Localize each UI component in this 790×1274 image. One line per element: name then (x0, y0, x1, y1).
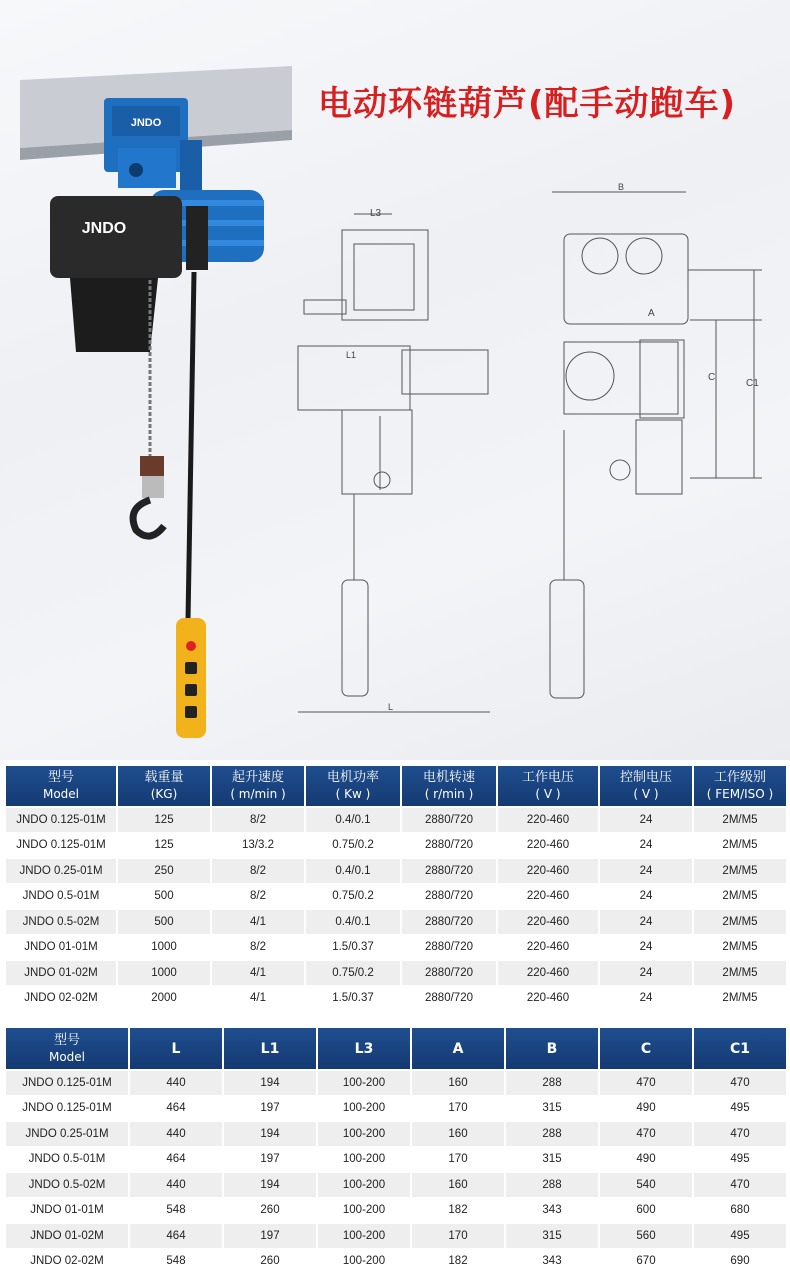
specs-header-speed: 起升速度 ( m/min ) (212, 766, 304, 806)
table-cell: 24 (600, 808, 692, 832)
trolley-brand: JNDO (130, 117, 162, 129)
table-cell: 464 (130, 1148, 222, 1172)
table-cell: JNDO 0.125-01M (6, 834, 116, 858)
specs-header-class: 工作级别 ( FEM/ISO ) (694, 766, 786, 806)
table-row (6, 1122, 786, 1146)
specs-header-model: 型号 Model (6, 766, 116, 806)
table-cell: 560 (600, 1224, 692, 1248)
table-cell: JNDO 02-02M (6, 1250, 128, 1274)
table-cell: 470 (694, 1173, 786, 1197)
dim-label-l: L (388, 702, 394, 712)
table-cell: 600 (600, 1199, 692, 1223)
table-cell: JNDO 0.5-01M (6, 1148, 128, 1172)
hoist-brand: JNDO (81, 220, 127, 237)
table-cell: 2M/M5 (694, 808, 786, 832)
table-cell: 288 (506, 1071, 598, 1095)
table-cell: 194 (224, 1122, 316, 1146)
table-cell: 2880/720 (402, 936, 496, 960)
dims-header-l: L (130, 1028, 222, 1069)
table-cell: 495 (694, 1097, 786, 1121)
table-cell: 0.4/0.1 (306, 910, 400, 934)
table-cell: 220-460 (498, 987, 598, 1011)
table-cell: 315 (506, 1148, 598, 1172)
table-cell: 500 (118, 910, 210, 934)
table-row (6, 1199, 786, 1223)
table-cell: 548 (130, 1199, 222, 1223)
table-cell: 125 (118, 834, 210, 858)
table-row (6, 961, 786, 985)
table-cell: 495 (694, 1148, 786, 1172)
table-cell: 220-460 (498, 859, 598, 883)
dim-label-l3: L3 (370, 208, 382, 219)
table-row (6, 1173, 786, 1197)
table-cell: 2880/720 (402, 910, 496, 934)
table-row (6, 936, 786, 960)
table-cell: 670 (600, 1250, 692, 1274)
table-cell: 470 (694, 1071, 786, 1095)
table-cell: 170 (412, 1224, 504, 1248)
dims-header-b: B (506, 1028, 598, 1069)
table-cell: 8/2 (212, 885, 304, 909)
table-cell: 2M/M5 (694, 885, 786, 909)
table-cell: 2M/M5 (694, 936, 786, 960)
dim-label-b: B (618, 182, 625, 192)
table-row (6, 910, 786, 934)
table-cell: 464 (130, 1224, 222, 1248)
table-cell: JNDO 01-01M (6, 1199, 128, 1223)
table-cell: 0.4/0.1 (306, 859, 400, 883)
specs-header-load: 载重量 (KG) (118, 766, 210, 806)
table-cell: 2880/720 (402, 808, 496, 832)
table-cell: 495 (694, 1224, 786, 1248)
dims-header-l3: L3 (318, 1028, 410, 1069)
table-row (6, 834, 786, 858)
table-cell: 680 (694, 1199, 786, 1223)
table-cell: 315 (506, 1097, 598, 1121)
table-cell: 24 (600, 910, 692, 934)
front-view-drawing (290, 200, 500, 730)
table-cell: 220-460 (498, 885, 598, 909)
table-cell: JNDO 0.25-01M (6, 859, 116, 883)
table-cell: 160 (412, 1173, 504, 1197)
table-cell: 1000 (118, 961, 210, 985)
table-row (6, 885, 786, 909)
table-cell: 24 (600, 961, 692, 985)
table-cell: 220-460 (498, 936, 598, 960)
table-row (6, 859, 786, 883)
dim-label-c1: C1 (746, 378, 759, 389)
table-cell: 470 (694, 1122, 786, 1146)
table-cell: 100-200 (318, 1097, 410, 1121)
specs-body (6, 808, 786, 1010)
table-cell: 500 (118, 885, 210, 909)
table-cell: JNDO 0.5-02M (6, 910, 116, 934)
table-cell: 125 (118, 808, 210, 832)
table-cell: 2880/720 (402, 859, 496, 883)
specs-header-control-voltage: 控制电压 ( V ) (600, 766, 692, 806)
table-cell: 464 (130, 1097, 222, 1121)
dims-header-a: A (412, 1028, 504, 1069)
dims-body (6, 1071, 786, 1273)
table-cell: JNDO 01-02M (6, 1224, 128, 1248)
table-cell: 13/3.2 (212, 834, 304, 858)
table-cell: 343 (506, 1250, 598, 1274)
table-row (6, 1224, 786, 1248)
table-cell: 0.75/0.2 (306, 961, 400, 985)
table-cell: 2M/M5 (694, 961, 786, 985)
side-view-drawing (540, 180, 780, 720)
table-cell: 170 (412, 1148, 504, 1172)
table-cell: 2880/720 (402, 987, 496, 1011)
dim-label-a: A (648, 308, 655, 319)
dims-header-l1: L1 (224, 1028, 316, 1069)
table-cell: 220-460 (498, 910, 598, 934)
table-cell: 100-200 (318, 1148, 410, 1172)
dims-table (4, 1026, 788, 1274)
table-cell: 470 (600, 1071, 692, 1095)
table-cell: 8/2 (212, 808, 304, 832)
table-cell: 197 (224, 1148, 316, 1172)
table-cell: 24 (600, 987, 692, 1011)
hoist-photo (0, 60, 300, 750)
table-cell: 24 (600, 885, 692, 909)
table-row (6, 808, 786, 832)
table-cell: JNDO 01-01M (6, 936, 116, 960)
table-cell: 288 (506, 1173, 598, 1197)
table-cell: 490 (600, 1148, 692, 1172)
table-cell: 440 (130, 1173, 222, 1197)
table-cell: 260 (224, 1250, 316, 1274)
table-cell: 197 (224, 1097, 316, 1121)
table-cell: 1000 (118, 936, 210, 960)
table-cell: 24 (600, 936, 692, 960)
dims-header-c: C (600, 1028, 692, 1069)
table-cell: 2M/M5 (694, 910, 786, 934)
table-cell: 470 (600, 1122, 692, 1146)
table-cell: 0.4/0.1 (306, 808, 400, 832)
table-cell: 100-200 (318, 1224, 410, 1248)
specs-header-voltage: 工作电压 ( V ) (498, 766, 598, 806)
table-cell: 220-460 (498, 808, 598, 832)
table-cell: 440 (130, 1071, 222, 1095)
table-cell: 100-200 (318, 1250, 410, 1274)
dims-header-c1: C1 (694, 1028, 786, 1069)
table-row (6, 1148, 786, 1172)
table-cell: JNDO 0.125-01M (6, 808, 116, 832)
table-cell: 220-460 (498, 834, 598, 858)
table-cell: 197 (224, 1224, 316, 1248)
table-cell: 100-200 (318, 1199, 410, 1223)
table-cell: 2000 (118, 987, 210, 1011)
table-cell: 100-200 (318, 1122, 410, 1146)
table-cell: JNDO 01-02M (6, 961, 116, 985)
table-cell: 4/1 (212, 987, 304, 1011)
table-cell: 690 (694, 1250, 786, 1274)
table-cell: 182 (412, 1250, 504, 1274)
dim-label-l1: L1 (346, 350, 357, 360)
table-cell: 2M/M5 (694, 834, 786, 858)
table-row (6, 987, 786, 1011)
specs-header-row (6, 766, 786, 806)
table-cell: 250 (118, 859, 210, 883)
table-cell: 2880/720 (402, 834, 496, 858)
table-cell: 0.75/0.2 (306, 885, 400, 909)
table-cell: 548 (130, 1250, 222, 1274)
table-cell: 2880/720 (402, 885, 496, 909)
table-cell: 490 (600, 1097, 692, 1121)
table-cell: JNDO 0.5-02M (6, 1173, 128, 1197)
dims-header-row (6, 1028, 786, 1069)
table-cell: 4/1 (212, 961, 304, 985)
table-row (6, 1097, 786, 1121)
table-cell: 160 (412, 1122, 504, 1146)
table-cell: 2880/720 (402, 961, 496, 985)
table-cell: JNDO 0.125-01M (6, 1071, 128, 1095)
table-cell: 343 (506, 1199, 598, 1223)
specs-header-power: 电机功率 ( Kw ) (306, 766, 400, 806)
table-cell: 100-200 (318, 1173, 410, 1197)
table-cell: 288 (506, 1122, 598, 1146)
table-cell: 8/2 (212, 936, 304, 960)
specs-table (4, 764, 788, 1012)
specs-header-rpm: 电机转速 ( r/min ) (402, 766, 496, 806)
table-cell: 160 (412, 1071, 504, 1095)
table-cell: 1.5/0.37 (306, 936, 400, 960)
table-cell: 540 (600, 1173, 692, 1197)
table-cell: 24 (600, 834, 692, 858)
table-cell: 0.75/0.2 (306, 834, 400, 858)
table-cell: 2M/M5 (694, 987, 786, 1011)
table-row (6, 1250, 786, 1274)
table-cell: 220-460 (498, 961, 598, 985)
table-cell: 315 (506, 1224, 598, 1248)
table-cell: 440 (130, 1122, 222, 1146)
table-cell: JNDO 0.25-01M (6, 1122, 128, 1146)
table-cell: 182 (412, 1199, 504, 1223)
table-cell: 100-200 (318, 1071, 410, 1095)
table-cell: 8/2 (212, 859, 304, 883)
table-cell: 2M/M5 (694, 859, 786, 883)
dims-header-model: 型号 Model (6, 1028, 128, 1069)
dim-label-c: C (708, 372, 716, 383)
table-cell: 194 (224, 1071, 316, 1095)
table-cell: JNDO 02-02M (6, 987, 116, 1011)
table-cell: 1.5/0.37 (306, 987, 400, 1011)
table-cell: JNDO 0.5-01M (6, 885, 116, 909)
table-cell: 24 (600, 859, 692, 883)
table-cell: 194 (224, 1173, 316, 1197)
table-cell: 170 (412, 1097, 504, 1121)
table-row (6, 1071, 786, 1095)
table-cell: 260 (224, 1199, 316, 1223)
table-cell: JNDO 0.125-01M (6, 1097, 128, 1121)
page-title: 电动环链葫芦(配手动跑车) (318, 84, 737, 124)
table-cell: 4/1 (212, 910, 304, 934)
